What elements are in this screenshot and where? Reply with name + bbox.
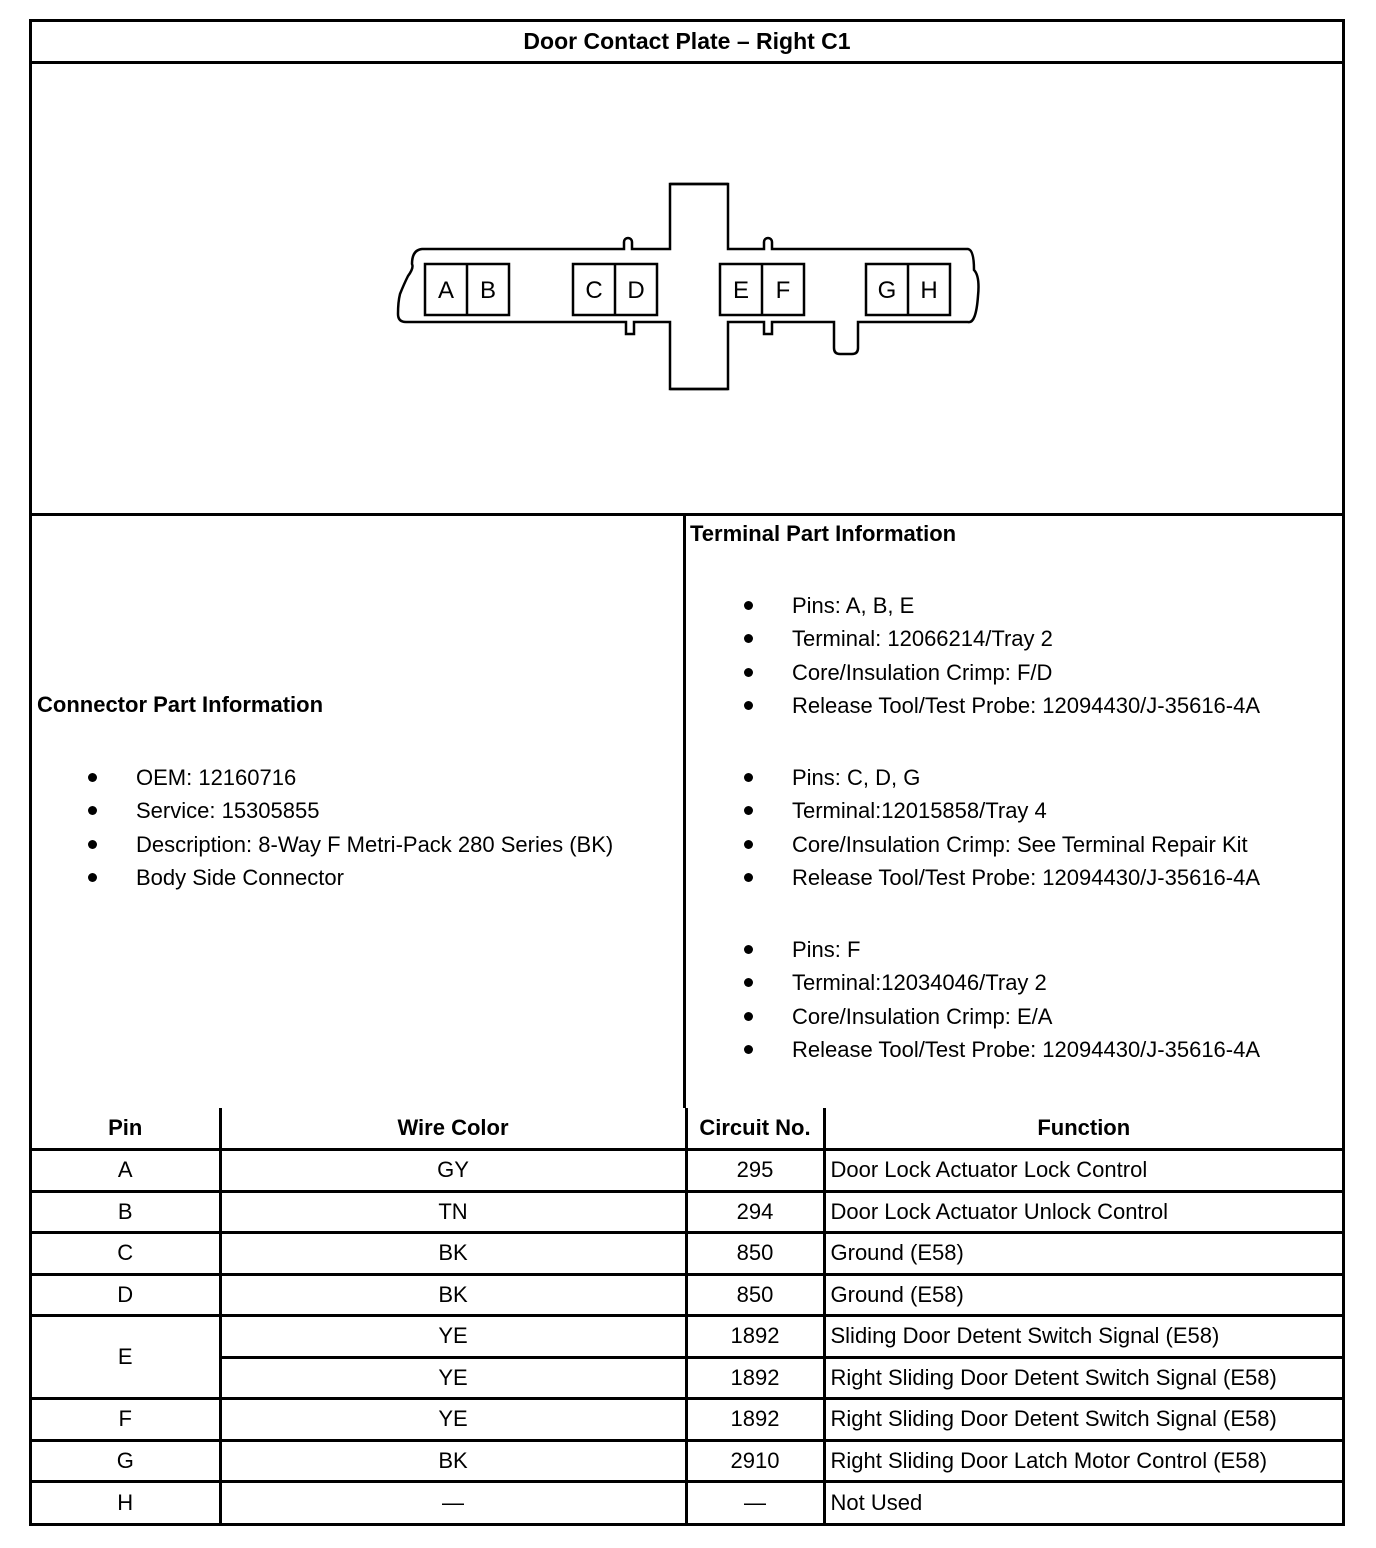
cavity-label-g: G [877, 277, 897, 304]
connector-part-info [32, 516, 686, 1108]
header-wire-color: Wire Color [220, 1108, 686, 1150]
connector-face-diagram [32, 64, 1342, 516]
list-item: Terminal:12034046/Tray 2 [686, 966, 1260, 999]
list-item: Pins: F [686, 933, 1260, 966]
wire-color-cell: BK [220, 1440, 686, 1482]
wire-color-cell: BK [220, 1233, 686, 1275]
pin-table [32, 1108, 1342, 1523]
page-title: Door Contact Plate – Right C1 [32, 22, 1342, 64]
pin-cell: H [32, 1482, 220, 1524]
wire-color-cell: YE [220, 1316, 686, 1358]
pin-cell: F [32, 1399, 220, 1441]
header-function: Function [824, 1108, 1342, 1150]
cavity-label-d: D [627, 277, 645, 304]
terminal-group-3 [686, 933, 1260, 1066]
circuit-cell: 295 [686, 1150, 824, 1192]
list-item: Terminal: 12066214/Tray 2 [686, 622, 1260, 655]
cavity-label-c: C [585, 277, 603, 304]
terminal-info-heading: Terminal Part Information [690, 521, 957, 546]
pin-cell: C [32, 1233, 220, 1275]
list-item: Description: 8-Way F Metri-Pack 280 Series (BK) [32, 828, 613, 861]
table-row [32, 1191, 1342, 1233]
circuit-cell: 850 [686, 1233, 824, 1275]
function-cell: Door Lock Actuator Unlock Control [824, 1191, 1342, 1233]
circuit-cell: 850 [686, 1274, 824, 1316]
function-cell: Right Sliding Door Latch Motor Control (E58) [824, 1440, 1342, 1482]
pin-cell: G [32, 1440, 220, 1482]
connector-sheet [29, 19, 1345, 1526]
terminal-group-1 [686, 589, 1260, 722]
list-item: Release Tool/Test Probe: 12094430/J-35616-4A [686, 1033, 1260, 1066]
wire-color-cell: TN [220, 1191, 686, 1233]
list-item: Body Side Connector [32, 861, 613, 894]
pin-cell: A [32, 1150, 220, 1192]
circuit-cell: 2910 [686, 1440, 824, 1482]
function-cell: Door Lock Actuator Lock Control [824, 1150, 1342, 1192]
table-row [32, 1440, 1342, 1482]
table-row [32, 1357, 1342, 1399]
pin-cell: B [32, 1191, 220, 1233]
function-cell: Sliding Door Detent Switch Signal (E58) [824, 1316, 1342, 1358]
wire-color-cell: YE [220, 1399, 686, 1441]
connector-face-drawing [32, 64, 1342, 516]
function-cell: Ground (E58) [824, 1274, 1342, 1316]
table-row [32, 1482, 1342, 1524]
pin-cell: E [32, 1316, 220, 1399]
connector-info-list [32, 761, 613, 894]
terminal-part-info [686, 516, 1342, 1108]
header-pin: Pin [32, 1108, 220, 1150]
list-item: Core/Insulation Crimp: E/A [686, 1000, 1260, 1033]
wire-color-cell: YE [220, 1357, 686, 1399]
list-item: Core/Insulation Crimp: F/D [686, 656, 1260, 689]
circuit-cell: 1892 [686, 1316, 824, 1358]
wire-color-cell: GY [220, 1150, 686, 1192]
list-item: Pins: C, D, G [686, 761, 1260, 794]
circuit-cell: — [686, 1482, 824, 1524]
cavity-label-e: E [732, 277, 750, 304]
cavity-label-b: B [479, 277, 497, 304]
table-row [32, 1316, 1342, 1358]
cavity-label-a: A [437, 277, 455, 304]
circuit-cell: 1892 [686, 1399, 824, 1441]
list-item: OEM: 12160716 [32, 761, 613, 794]
list-item: Release Tool/Test Probe: 12094430/J-35616-4A [686, 689, 1260, 722]
pin-cell: D [32, 1274, 220, 1316]
table-row [32, 1233, 1342, 1275]
table-row [32, 1274, 1342, 1316]
circuit-cell: 1892 [686, 1357, 824, 1399]
circuit-cell: 294 [686, 1191, 824, 1233]
header-circuit-no: Circuit No. [686, 1108, 824, 1150]
table-row [32, 1399, 1342, 1441]
wire-color-cell: BK [220, 1274, 686, 1316]
cavity-label-h: H [920, 277, 938, 304]
wire-color-cell: — [220, 1482, 686, 1524]
connector-info-heading: Connector Part Information [37, 692, 324, 717]
list-item: Pins: A, B, E [686, 589, 1260, 622]
list-item: Release Tool/Test Probe: 12094430/J-35616-4A [686, 861, 1260, 894]
cavity-label-f: F [775, 277, 791, 304]
terminal-group-2 [686, 761, 1260, 894]
function-cell: Right Sliding Door Detent Switch Signal (E58) [824, 1357, 1342, 1399]
table-row [32, 1150, 1342, 1192]
list-item: Core/Insulation Crimp: See Terminal Repair Kit [686, 828, 1260, 861]
function-cell: Right Sliding Door Detent Switch Signal (E58) [824, 1399, 1342, 1441]
list-item: Terminal:12015858/Tray 4 [686, 794, 1260, 827]
table-header-row [32, 1108, 1342, 1150]
list-item: Service: 15305855 [32, 794, 613, 827]
function-cell: Not Used [824, 1482, 1342, 1524]
function-cell: Ground (E58) [824, 1233, 1342, 1275]
